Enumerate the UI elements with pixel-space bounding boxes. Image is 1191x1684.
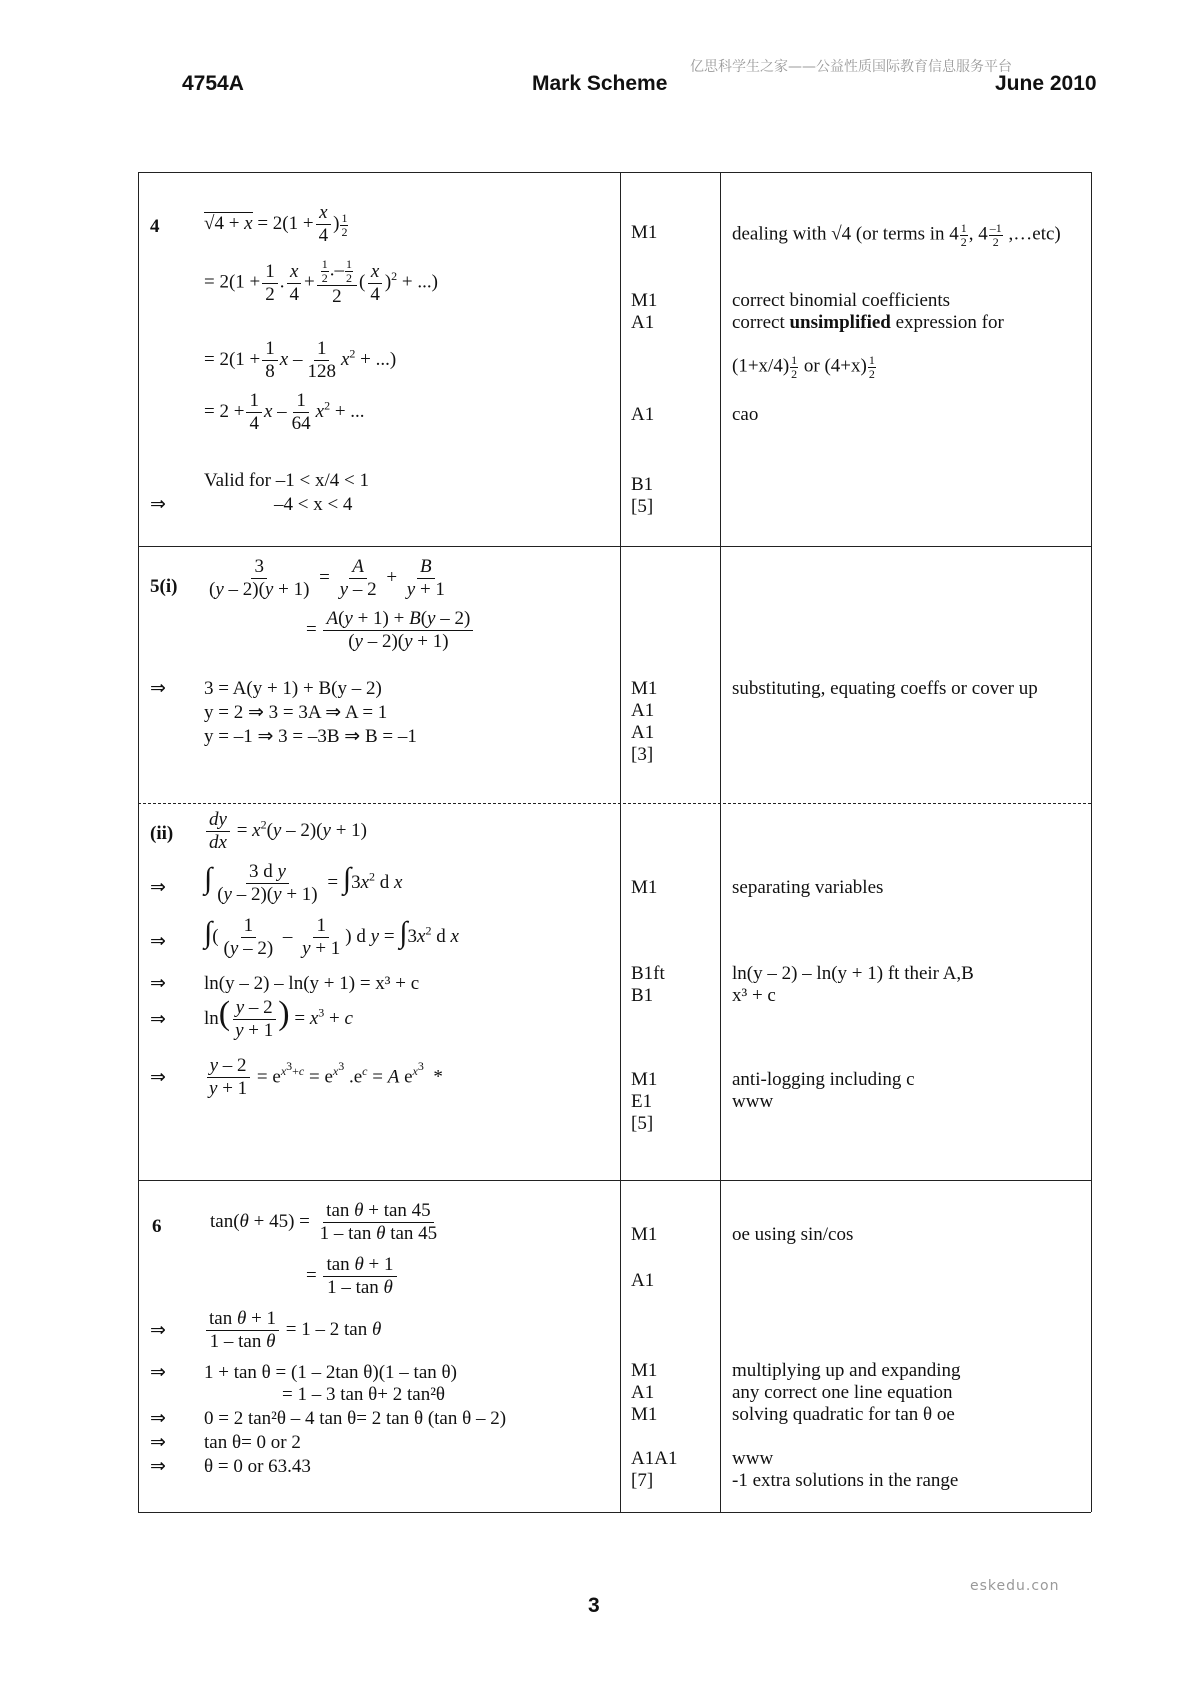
math-line: = 2 + $\frac{1}{4}$ x – $\frac{1}{64}$ $x^2$ + ... — [204, 390, 365, 434]
note: correct unsimplified expression for — [732, 312, 1004, 333]
implies-symbol: ⇒ — [150, 931, 166, 952]
math-line: = $\frac{A(y + 1) + B(y - 2)}{(y - 2)(y + 1)}$ — [306, 608, 475, 653]
math-line: = $\frac{\text{tan θ + 1}}{\text{1 – tan θ}}$ — [306, 1254, 399, 1299]
math-line: $\frac{y - 2}{y + 1}$ = $e^{x^3+c} = e^{x^3}$ $.e^c = A$ $e^{x^3}$ * — [204, 1055, 443, 1100]
note: substituting, equating coeffs or cover up — [732, 678, 1038, 699]
mark: [5] — [631, 496, 654, 517]
implies-symbol: ⇒ — [150, 877, 166, 898]
note: ln(y – 2) – ln(y + 1) ft their A,B — [732, 963, 974, 984]
document-title: Mark Scheme — [532, 72, 668, 95]
math-line: $\frac{\text{tan θ + 1}}{\text{1 – tan θ}}$ = 1 – 2 tan θ — [204, 1308, 381, 1353]
math-line: θ = 0 or 63.43 — [204, 1456, 311, 1477]
mark: A1 — [631, 700, 655, 721]
math-line: tan θ= 0 or 2 — [204, 1432, 301, 1453]
implies-symbol: ⇒ — [150, 1067, 166, 1088]
math-line: = 2(1 + $\frac{1}{2}$ . $\frac{x}{4}$ + $\frac{1}{2}$ .– $\frac{1}{2}$ 2 ( $\frac{x}{4}$ )$^2$ + ...) — [204, 257, 438, 307]
implies-symbol: ⇒ — [150, 494, 166, 515]
note: any correct one line equation — [732, 1382, 953, 1403]
math-line: –4 < x < 4 — [274, 494, 353, 515]
paper-code: 4754A — [182, 72, 244, 95]
math-line: ∫( $\frac{1}{(y - 2)}$ – $\frac{1}{y + 1}$ ) d $y = \int 3x^2$ d x — [204, 915, 459, 959]
question-label: 6 — [152, 1216, 162, 1237]
mark-scheme-table — [138, 172, 1091, 1512]
exam-date: June 2010 — [995, 72, 1097, 95]
mark: B1ft — [631, 963, 665, 984]
note: cao — [732, 404, 759, 425]
math-line: y = –1 ⇒ 3 = –3B ⇒ B = –1 — [204, 726, 417, 747]
implies-symbol: ⇒ — [150, 973, 166, 994]
math-line: y = 2 ⇒ 3 = 3A ⇒ A = 1 — [204, 702, 388, 723]
math-line: ln( $\frac{y - 2}{y + 1}$ ) = $x^3 + c$ — [204, 994, 353, 1041]
math-line: Valid for –1 < x/4 < 1 — [204, 470, 369, 491]
math-line: 1 + tan θ = (1 – 2tan θ)(1 – tan θ) — [204, 1362, 457, 1383]
mark: B1 — [631, 474, 654, 495]
mark: A1A1 — [631, 1448, 678, 1469]
implies-symbol: ⇒ — [150, 1009, 166, 1030]
math-line: $\frac{3}{(y - 2)(y + 1)}$ = $\frac{A}{y - 2}$ + $\frac{B}{y + 1}$ — [209, 556, 445, 600]
mark: A1 — [631, 404, 655, 425]
note: (1+x/4) $\frac{1}{2}$ or (4+x) $\frac{1}{2}$ — [732, 353, 875, 381]
question-label: 5(i) — [150, 576, 178, 597]
implies-symbol: ⇒ — [150, 678, 166, 699]
mark: [5] — [631, 1113, 654, 1134]
note: solving quadratic for tan θ oe — [732, 1404, 955, 1425]
question-label: (ii) — [150, 823, 174, 844]
math-line: 0 = 2 tan²θ – 4 tan θ= 2 tan θ (tan θ – 2) — [204, 1408, 507, 1429]
math-line: = 2(1 + $\frac{1}{8}$ x – $\frac{1}{128}$ $x^2$ + ...) — [204, 338, 397, 382]
question-label: 4 — [150, 216, 160, 237]
mark: [7] — [631, 1470, 654, 1491]
note: correct binomial coefficients — [732, 290, 951, 311]
math-line: √4 + x = 2(1 + $\frac{x}{4}$ ) $\frac{1}{2}$ — [204, 202, 348, 246]
note: dealing with √4 (or terms in 4 $\frac{1}{2}$ , 4 $\frac{-1}{2}$ ,…etc) — [732, 221, 1061, 249]
mark: M1 — [631, 1404, 658, 1425]
mark: A1 — [631, 1382, 655, 1403]
page-number: 3 — [588, 1594, 600, 1617]
math-line: ln(y – 2) – ln(y + 1) = x³ + c — [204, 973, 420, 994]
math-line: = 1 – 3 tan θ+ 2 tan²θ — [282, 1384, 446, 1405]
mark: M1 — [631, 222, 658, 243]
note: x³ + c — [732, 985, 776, 1006]
implies-symbol: ⇒ — [150, 1320, 166, 1341]
mark: B1 — [631, 985, 654, 1006]
mark: A1 — [631, 312, 655, 333]
mark: [3] — [631, 744, 654, 765]
note: anti-logging including c — [732, 1069, 915, 1090]
implies-symbol: ⇒ — [150, 1362, 166, 1383]
note: www — [732, 1091, 774, 1112]
note: www — [732, 1448, 774, 1469]
mark: M1 — [631, 1069, 658, 1090]
implies-symbol: ⇒ — [150, 1456, 166, 1477]
note: oe using sin/cos — [732, 1224, 854, 1245]
math-line: $\frac{dy}{dx}$ = $x^2(y - 2)(y + 1)$ — [204, 809, 367, 854]
implies-symbol: ⇒ — [150, 1432, 166, 1453]
mark: M1 — [631, 290, 658, 311]
mark: E1 — [631, 1091, 653, 1112]
mark: M1 — [631, 877, 658, 898]
mark: M1 — [631, 1360, 658, 1381]
mark: M1 — [631, 678, 658, 699]
watermark-top: 亿思科学生之家——公益性质国际教育信息服务平台 — [690, 59, 1012, 75]
mark: A1 — [631, 1270, 655, 1291]
watermark-bottom: eskedu.con — [970, 1578, 1060, 1594]
math-line: 3 = A(y + 1) + B(y – 2) — [204, 678, 382, 699]
note: separating variables — [732, 877, 884, 898]
implies-symbol: ⇒ — [150, 1408, 166, 1429]
note: multiplying up and expanding — [732, 1360, 961, 1381]
mark: A1 — [631, 722, 655, 743]
math-line: ∫ $\frac{\text{3 d y}}{(y - 2)(y + 1)}$ = $\int 3x^2$ d x — [204, 861, 403, 905]
math-line: tan(θ + 45) = $\frac{\text{tan θ + tan 45}}{\text{1 – tan θ tan 45}}$ — [210, 1200, 438, 1244]
mark: M1 — [631, 1224, 658, 1245]
note: -1 extra solutions in the range — [732, 1470, 959, 1491]
